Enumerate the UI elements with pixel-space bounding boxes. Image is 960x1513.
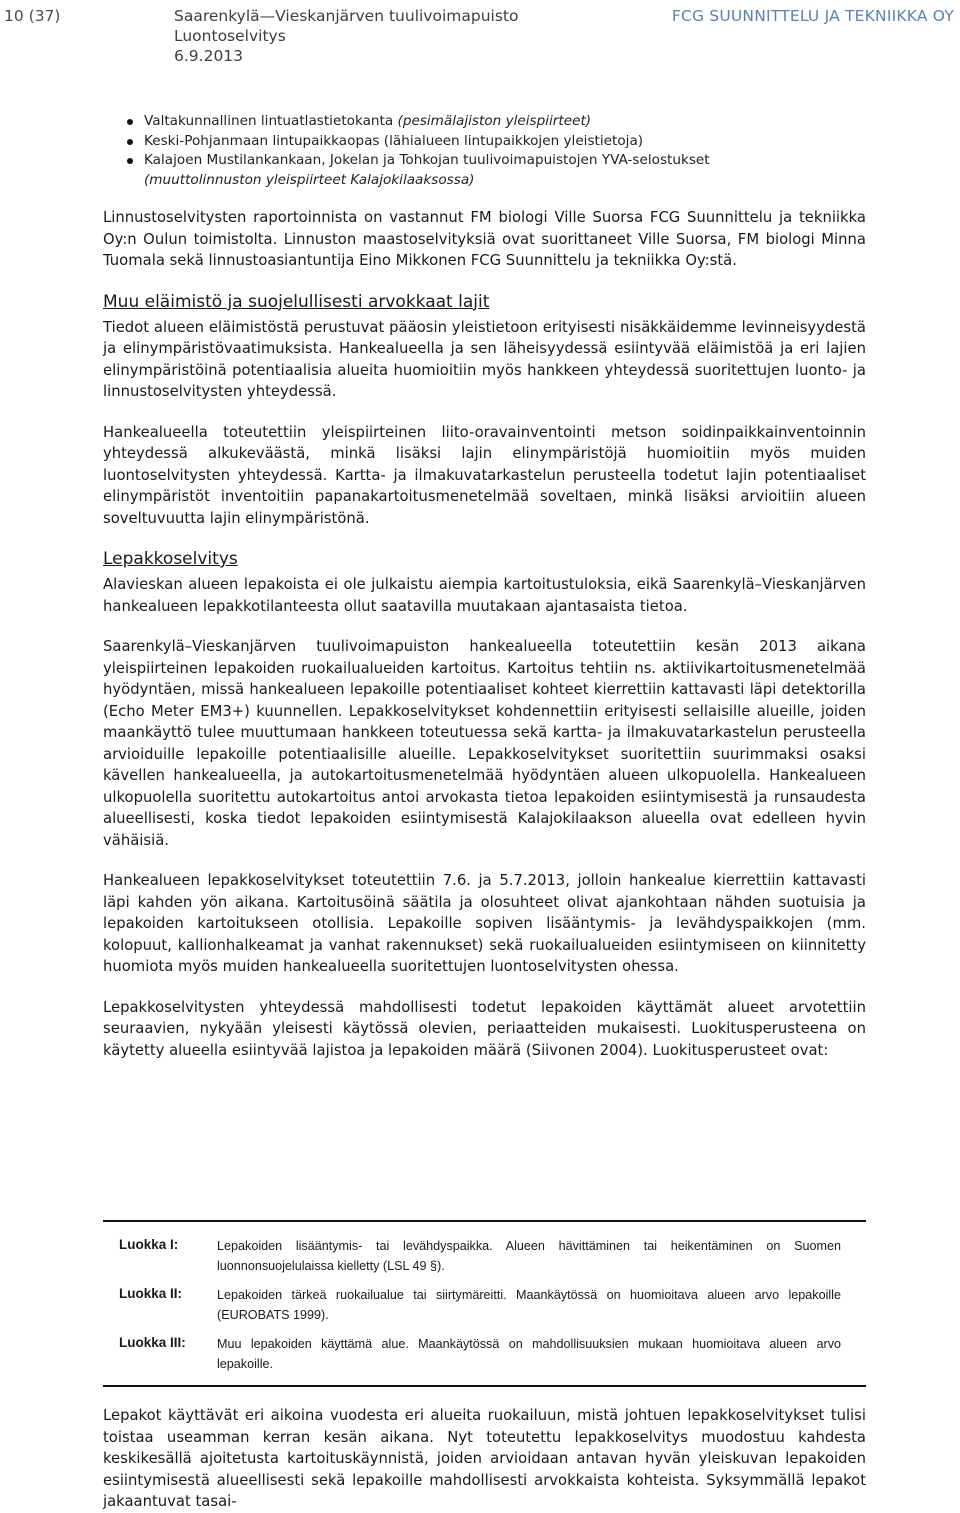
paragraph-muu-1: Tiedot alueen eläimistöstä perustuvat pääosin yleistietoon erityisesti nisäkkäidemme levinneisyydestä ja elinympäristövaatimuksista. Hankealueella ja sen läheisyydessä esiintyvää eläimistöä ja eri lajien elinympäristöinä potentiaalisia alueita huomioitiin myös hankkeen yhteydessä suoritettujen luonto- ja linnustoselvitysten yhteydessä.: [103, 318, 866, 400]
document-subtitle: Luontoselvitys: [174, 27, 286, 45]
paragraph-lepakko-2: Saarenkylä–Vieskanjärven tuulivoimapuiston hankealueella toteutettiin kesän 2013 aikana yleispiirteinen lepakoiden ruokailualueiden kartoitus. Kartoitus tehtiin ns. aktiivikartoitusmenetelmää hyödyntäen, missä hankealueen lepakoille potentiaaliset kohteet kierrettiin kattavasti läpi detektorilla (Echo Meter EM3+) kuunnellen. Lepakkoselvitykset kohdennettiin erityisesti sellaisille alueille, joiden maankäyttö tulee muuttumaan hankkeen toteutuessa sekä kartta- ja ilmakuvatarkastelun perusteella arvioiduille lepakoille potentiaalisille alueille. Lepakkoselvitykset suoritettiin suurimmaksi osaksi kävellen hankealueella, ja autokartoitusmenetelmää hyödyntäen alueen ulkopuolella. Hankealueen ulkopuolella suoritettu autokartoitus antoi arvokasta tietoa lepakoiden esiintymisestä ja runsaudesta alueellisesti, koska tiedot lepakoiden esiintymisestä Kalajokilaakson alueella ovat edelleen hyvin vähäisiä.: [103, 638, 866, 849]
company-name: FCG SUUNNITTELU JA TEKNIIKKA OY: [671, 7, 954, 25]
bullet-icon: [127, 158, 133, 164]
page-number: 10 (37): [4, 7, 61, 25]
header-document-info: [174, 6, 518, 66]
bullet-icon: [127, 119, 133, 125]
class-label: Luokka II:: [119, 1286, 183, 1301]
paragraph-after-table: Lepakot käyttävät eri aikoina vuodesta eri alueita ruokailuun, mistä johtuen lepakkoselvitykset tulisi toistaa useamman kerran kesän aikana. Nyt toteutettu lepakkoselvitys muodostuu kahdesta keskikesällä ajoitetusta kartoituskäynnistä, joiden arvioidaan antavan hyvän yleiskuvan lepakoiden esiintymisestä alueellisesti sekä lepakoille mahdollisesti arvokkaista kohteista. Syksymmällä lepakot jakaantuvat tasai-: [103, 1407, 866, 1510]
class-description: Lepakoiden lisääntymis- tai levähdyspaikka. Alueen hävittäminen tai heikentäminen on Suomen luonnonsuojelulaissa kielletty (LSL 49 §).: [217, 1239, 841, 1273]
list-item-text: Valtakunnallinen lintuatlastietokanta: [144, 113, 398, 129]
section-heading-lepakkoselvitys: Lepakkoselvitys: [103, 549, 238, 569]
class-description: Lepakoiden tärkeä ruokailualue tai siirtymäreitti. Maankäytössä on huomioitava alueen arvo lepakoille (EUROBATS 1999).: [217, 1288, 841, 1322]
document-title: Saarenkylä—Vieskanjärven tuulivoimapuisto: [174, 7, 519, 25]
bullet-icon: [127, 139, 133, 145]
classification-table: [103, 1220, 866, 1387]
list-item-text: Kalajoen Mustilankankaan, Jokelan ja Tohkojan tuulivoimapuistojen YVA-selostukset: [144, 152, 710, 168]
document-date: 6.9.2013: [174, 47, 244, 65]
list-item-text: Keski-Pohjanmaan lintupaikkaopas (lähialueen lintupaikkojen yleistietoja): [144, 132, 644, 149]
paragraph-lepakko-1: Alavieskan alueen lepakoista ei ole julkaistu aiempia kartoitustuloksia, eikä Saarenkylä–Vieskanjärven hankealueen lepakkotilanteesta ollut saatavilla muutakaan ajantasaista tietoa.: [103, 576, 866, 615]
paragraph-muu-2: Hankealueella toteutettiin yleispiirteinen liito-oravainventointi metson soidinpaikkainventoinnin yhteydessä alkukeväästä, minkä lisäksi lajin elinympäristöjä huomioitiin myös muiden luontoselvitysten yhteydessä. Kartta- ja ilmakuvatarkastelun perusteella todetut lajin potentiaaliset elinympäristöt inventoitiin papanakartoitusmenetelmää soveltaen, minkä lisäksi arvioitiin alueen soveltuvuutta lajin elinympäristönä.: [103, 423, 866, 527]
page-header: [0, 6, 960, 66]
class-label: Luokka I:: [119, 1237, 179, 1252]
list-item-italic: (muuttolinnuston yleispiirteet Kalajokilaaksossa): [144, 171, 475, 188]
list-item: [103, 132, 866, 152]
list-item: [103, 112, 866, 132]
source-list: [103, 112, 866, 190]
closing-section: [103, 1405, 866, 1513]
class-description: Muu lepakoiden käyttämä alue. Maankäytössä on mahdollisuuksien mukaan huomioitava alueen arvo lepakoille.: [217, 1337, 841, 1371]
paragraph-lepakko-4: Lepakkoselvitysten yhteydessä mahdollisesti todetut lepakoiden käyttämät alueet arvotettiin seuraavien, nykyään yleisesti käytössä olevien, periaatteiden mukaisesti. Luokitusperusteena on käytetty alueella esiintyvää lajistoa ja lepakoiden määrä (Siivonen 2004). Luokitusperusteet ovat:: [103, 998, 866, 1059]
list-item: [103, 151, 866, 190]
document-body: [103, 112, 866, 1061]
paragraph-lepakko-3: Hankealueen lepakkoselvitykset toteutettiin 7.6. ja 5.7.2013, jolloin hankealue kierrettiin kattavasti läpi kahden yön aikana. Kartoitusöinä säätila ja olosuhteet olivat ajankohtaan nähden suotuisia ja lepakoiden kartoitukseen otollisia. Lepakoille sopiven lisääntymis- ja levähdyspaikkojen (mm. kolopuut, kallionhalkeamat ja vanhat rakennukset) sekä ruokailualueiden esiintymiseen on kiinnitetty huomiota myös muiden hankealueella suoritettujen luontoselvitysten ohessa.: [103, 872, 866, 975]
class-label: Luokka III:: [119, 1335, 186, 1350]
list-item-italic: (pesimälajiston yleispiirteet): [397, 113, 592, 129]
paragraph-linnusto: Linnustoselvitysten raportoinnista on vastannut FM biologi Ville Suorsa FCG Suunnittelu ja tekniikka Oy:n Oulun toimistolta. Linnuston maastoselvityksiä ovat suorittaneet Ville Suorsa, FM biologi Minna Tuomala sekä linnustoasiantuntija Eino Mikkonen FCG Suunnittelu ja tekniikka Oy:stä.: [103, 209, 866, 269]
section-heading-muu-elaimisto: Muu eläimistö ja suojelullisesti arvokkaat lajit: [103, 291, 490, 312]
